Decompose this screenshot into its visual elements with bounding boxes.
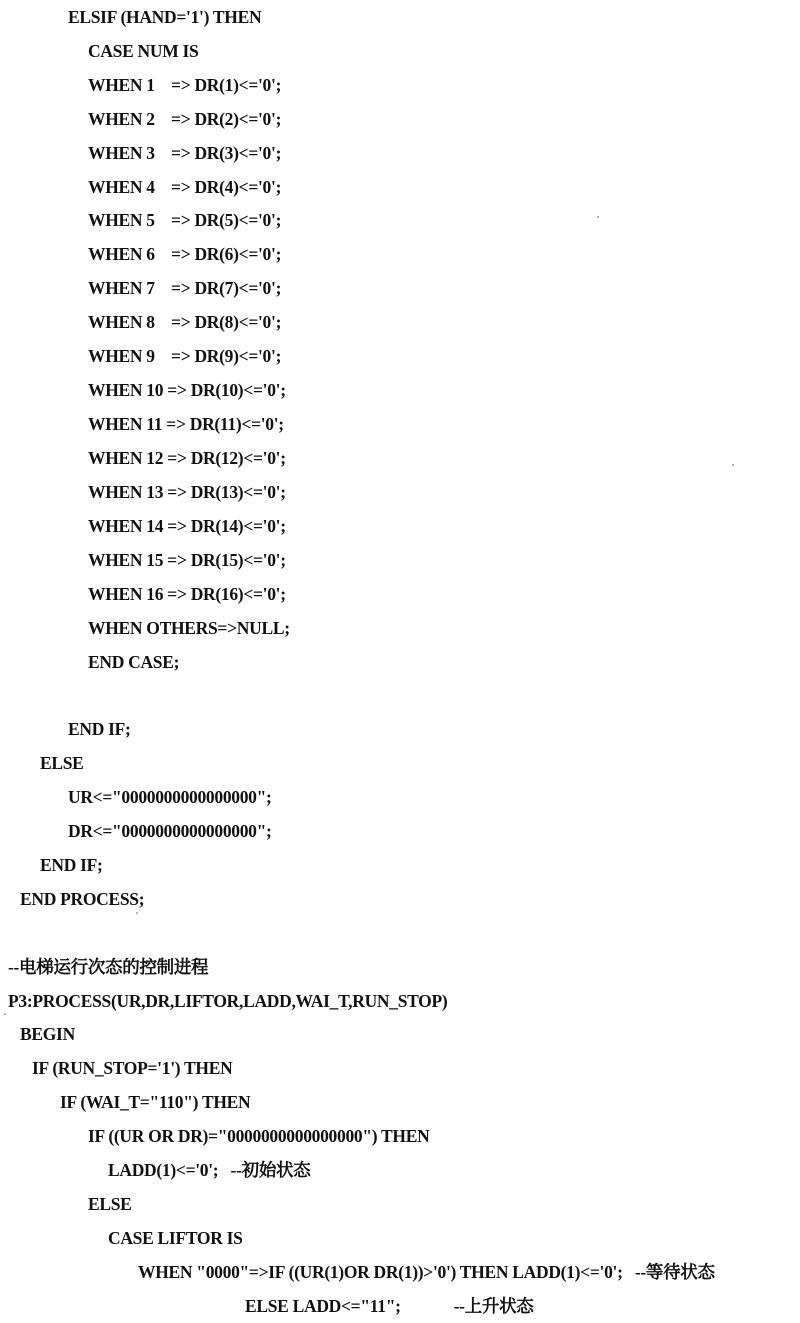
code-line: END IF;	[68, 719, 131, 739]
code-line: CASE NUM IS	[88, 41, 199, 61]
code-line: WHEN 8 => DR(8)<='0';	[88, 312, 282, 332]
code-line: WHEN 6 => DR(6)<='0';	[88, 244, 282, 264]
code-line: WHEN 9 => DR(9)<='0';	[88, 346, 282, 366]
code-line: END IF;	[40, 855, 103, 875]
code-line: IF ((UR OR DR)="0000000000000000") THEN	[88, 1126, 430, 1146]
code-line: BEGIN	[20, 1024, 75, 1044]
code-line: P3:PROCESS(UR,DR,LIFTOR,LADD,WAI_T,RUN_STOP)	[8, 991, 448, 1011]
code-line: WHEN 5 => DR(5)<='0';	[88, 210, 282, 230]
code-line: IF (WAI_T="110") THEN	[60, 1092, 251, 1112]
scan-speck	[597, 216, 599, 218]
code-line: CASE LIFTOR IS	[108, 1228, 243, 1248]
code-line: UR<="0000000000000000";	[68, 787, 272, 807]
code-line: LADD(1)<='0'; --初始状态	[108, 1160, 311, 1180]
scan-speck	[4, 1013, 6, 1015]
code-line: WHEN 14 => DR(14)<='0';	[88, 516, 286, 536]
code-line: ELSE	[88, 1194, 132, 1214]
code-line: WHEN OTHERS=>NULL;	[88, 618, 290, 638]
code-line: WHEN 7 => DR(7)<='0';	[88, 278, 282, 298]
code-line: WHEN 15 => DR(15)<='0';	[88, 550, 286, 570]
code-line: DR<="0000000000000000";	[68, 821, 272, 841]
code-line: WHEN 11 => DR(11)<='0';	[88, 414, 284, 434]
code-line: END PROCESS;	[20, 889, 145, 909]
code-line: WHEN 3 => DR(3)<='0';	[88, 143, 282, 163]
code-line: END CASE;	[88, 652, 180, 672]
scan-speck	[136, 912, 138, 914]
code-line: WHEN 4 => DR(4)<='0';	[88, 177, 282, 197]
code-line: ELSE	[40, 753, 84, 773]
scan-speck	[732, 464, 734, 466]
code-line: WHEN 16 => DR(16)<='0';	[88, 584, 286, 604]
code-line: WHEN 10 => DR(10)<='0';	[88, 380, 286, 400]
code-line: WHEN "0000"=>IF ((UR(1)OR DR(1))>'0') THEN LADD(1)<='0'; --等待状态	[138, 1262, 715, 1282]
code-line: IF (RUN_STOP='1') THEN	[32, 1058, 233, 1078]
code-line: WHEN 12 => DR(12)<='0';	[88, 448, 286, 468]
code-line: --电梯运行次态的控制进程	[8, 957, 209, 977]
code-line: ELSIF (HAND='1') THEN	[68, 7, 262, 27]
code-line: WHEN 1 => DR(1)<='0';	[88, 75, 282, 95]
code-line: ELSE LADD<="11"; --上升状态	[245, 1296, 534, 1316]
code-line: WHEN 2 => DR(2)<='0';	[88, 109, 282, 129]
code-line: WHEN 13 => DR(13)<='0';	[88, 482, 286, 502]
